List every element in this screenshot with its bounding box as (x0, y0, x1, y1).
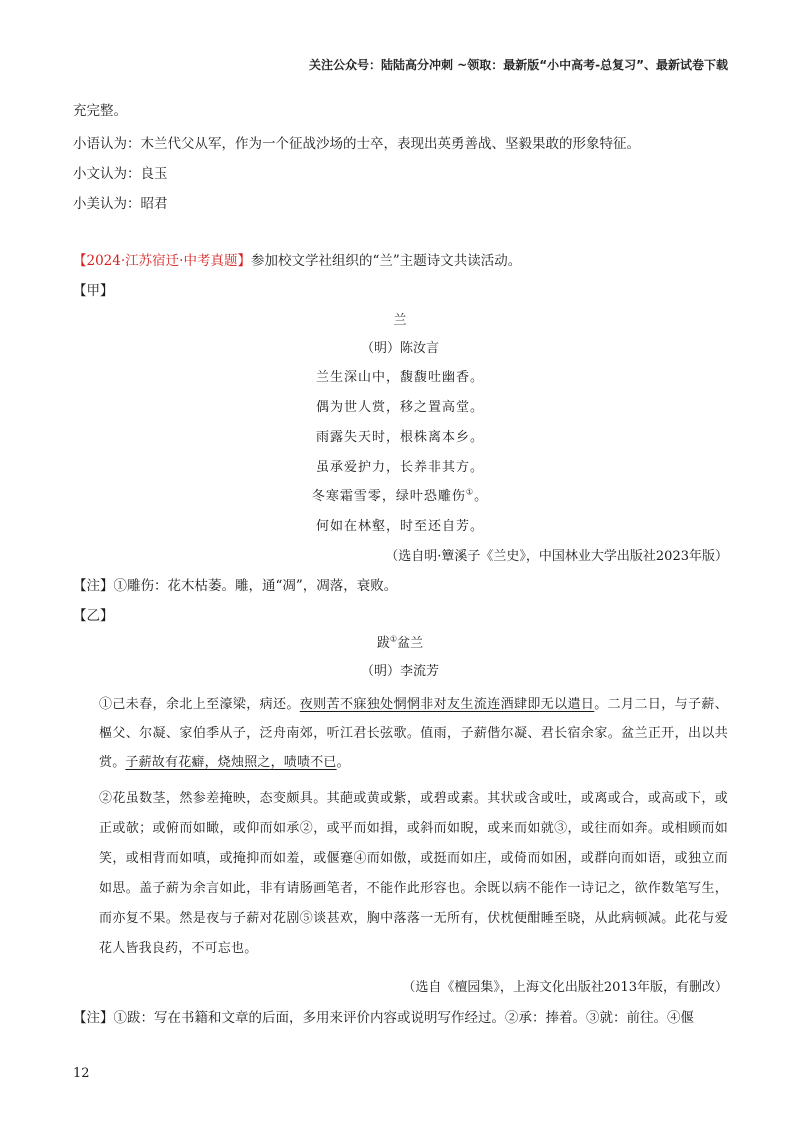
yi-title (0, 632, 800, 651)
xiaowen-view: 小文认为：良玉 (73, 166, 168, 182)
underlined-sentence: 子薪故有花癖，烧烛照之，啧啧不已 (125, 755, 337, 770)
xiaoyu-view: 小语认为：木兰代父从军，作为一个征战沙场的士卒，表现出英勇善战、坚毅果敢的形象特征。 (73, 136, 640, 152)
note-marker: ① (465, 487, 475, 497)
jia-label: 【甲】 (73, 283, 114, 299)
yi-title-pre: 跋 (376, 636, 390, 651)
poem-line: 虽承爱护力，长养非其方。 (315, 460, 484, 475)
poem-line: 雨露失天时，根株离本乡。 (315, 430, 484, 445)
yi-note: 【注】①跋：写在书籍和文章的后面，多用来评价内容或说明写作经过。②承：捧着。③就：前往。④偃 (73, 1010, 694, 1026)
p1-text: ①己未春，余北上至濠梁，病还。 (99, 697, 300, 712)
yi-author: （明）李流芳 (360, 664, 439, 679)
yi-label: 【乙】 (73, 608, 114, 624)
jia-author: （明）陈汝言 (360, 341, 439, 356)
yi-paragraph-2: ②花虽数茎，然参差掩映，态变颇具。其葩或黄或紫，或碧或素。其状或含或吐，或离或合，或高或下，或正或欹；或俯而如瞰，或仰而如承②，或平而如揖，或斜而如睨，或来而如就③，或往而如奔。或相顾而如笑，或相背而如嗔，或掩抑而如羞，或偃蹇④而如傲，或挺而如庄，或倚而如困，或群向而如语，或独立而如思。盖子薪为余言如此，非有请肠画笔者，不能作此形容也。余既以病不能作一诗记之，欲作数笔写生，而亦复不果。然是夜与子薪对花剧⑤谈甚欢，胸中落落一无所有，伏枕便酣睡至晓，从此病顿减。此花与爱花人皆我良药，不可忘也。 (99, 791, 728, 956)
poem-line: 何如在林壑，时至还自芳。 (315, 519, 484, 534)
page-number: 12 (73, 1066, 90, 1081)
p1-text: 。二月二日，与子薪、樞父、尔凝、家伯季从子，泛舟南郊，听江君长弦歌。值雨，子薪偕尔凝、君长宿余家。盆兰正开，出以共赏。 (99, 697, 728, 770)
poem-line-text: 冬寒霜雪零，绿叶恐雕伤 (311, 489, 466, 504)
jia-source: （选自明·簟溪子《兰史》，中国林业大学出版社2023年版） (385, 549, 728, 564)
poem-line (0, 485, 800, 504)
question-stem (73, 249, 521, 269)
poem-line: 兰生深山中，馥馥吐幽香。 (315, 370, 484, 385)
underlined-sentence: 夜则苦不寐独处惘惘非对友生流连酒肆即无以遣日 (299, 697, 595, 712)
page-header: 关注公众号：陆陆高分冲刺 ~领取：最新版“小中高考-总复习”、最新试卷下载 (309, 58, 728, 72)
poem-line: 偶为世人赏，移之置高堂。 (315, 400, 484, 415)
intro-line: 充完整。 (73, 103, 127, 119)
poem-line-end: 。 (474, 489, 489, 504)
yi-paragraph-1 (73, 690, 728, 777)
yi-source: （选自《檀园集》，上海文化出版社2013年版，有删改） (402, 980, 728, 995)
question-text: 参加校文学社组织的“兰”主题诗文共读活动。 (250, 253, 522, 269)
source-tag: 【2024·江苏宿迁·中考真题】 (73, 253, 251, 269)
yi-title-post: 盆兰 (397, 636, 424, 651)
xiaomei-view: 小美认为：昭君 (73, 196, 168, 212)
p1-text: 。 (336, 755, 350, 770)
jia-note: 【注】①雕伤：花木枯萎。雕，通“凋”，凋落，衰败。 (73, 578, 398, 594)
jia-title: 兰 (393, 313, 407, 328)
note-marker: ① (389, 634, 398, 644)
